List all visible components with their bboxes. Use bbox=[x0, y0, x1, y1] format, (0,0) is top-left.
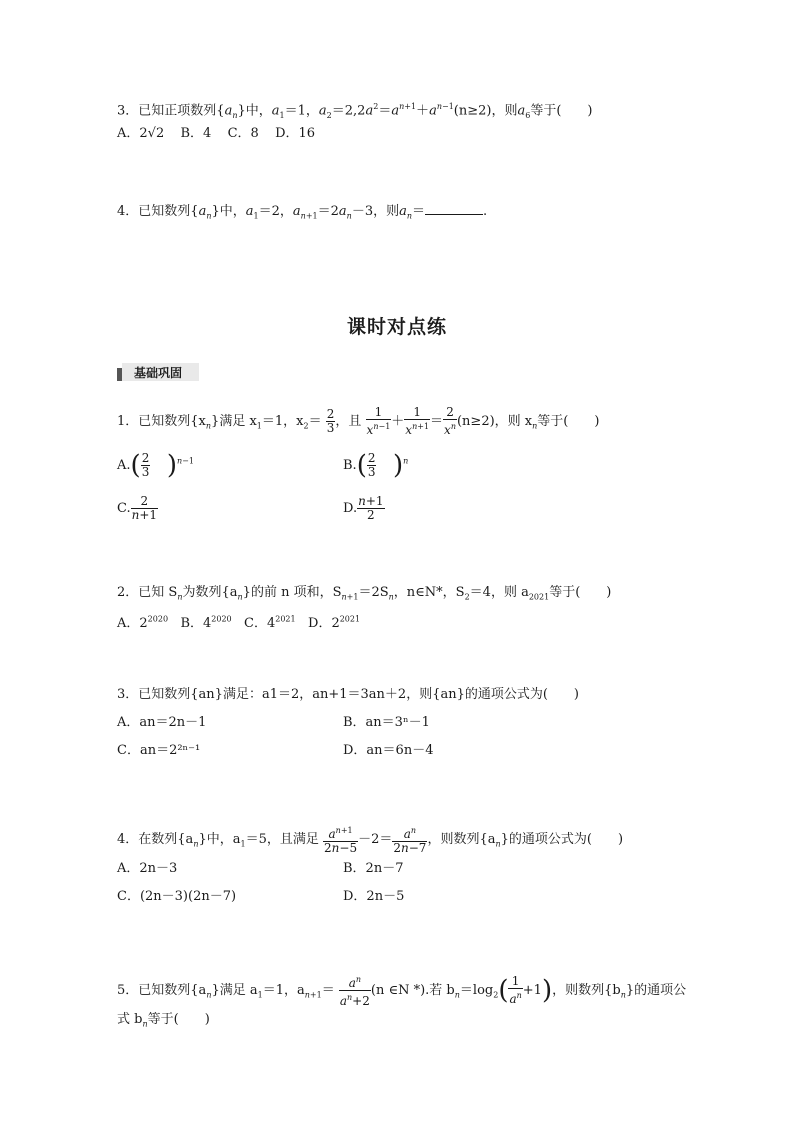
practice-q2-option-d: D．$2^{2021}$ bbox=[308, 615, 361, 632]
practice-q4-option-c: C．(2n－3)(2n－7) bbox=[117, 889, 237, 904]
practice-q5-stem-line2: 式 $b_n$等于( ) bbox=[117, 1012, 210, 1029]
review-q3-option-b: B．4 bbox=[180, 126, 212, 141]
review-q3-option-d: D．16 bbox=[275, 126, 316, 141]
practice-q1-option-c: C. $\frac{2}{n+1}$ bbox=[117, 494, 158, 522]
practice-q1-option-b: B.( $\frac{2}{3}$ )$^n$ bbox=[343, 450, 409, 481]
practice-q2-option-c: C．$4^{2021}$ bbox=[244, 615, 296, 632]
practice-q3-option-c: C．an＝2²ⁿ⁻¹ bbox=[117, 743, 201, 758]
section-label: 基础巩固 bbox=[117, 363, 199, 381]
practice-q2-stem: 2．已知 $S_n$为数列$\{a_n\}$的前 n 项和，$S_{n+1}=2S_n$，n∈N*，$S_2=4$，则 $a_{2021}$等于( ) bbox=[117, 585, 612, 602]
practice-q3-option-b: B．an＝3ⁿ－1 bbox=[343, 715, 430, 730]
practice-q2-option-a: A．$2^{2020}$ bbox=[117, 615, 169, 632]
practice-q3-stem: 3．已知数列{an}满足：a1＝2，an+1＝3an＋2，则{an}的通项公式为( ) bbox=[117, 687, 579, 702]
review-q3-option-a: A．2√2 bbox=[117, 126, 165, 141]
review-q4-stem: 4．已知数列$\{a_n\}$中，$a_1=2$，$a_{n+1}=2a_n-3$，则$a_n=$ . bbox=[117, 204, 488, 221]
practice-q1-option-a: A.( $\frac{2}{3}$ )$^{n-1}$ bbox=[117, 450, 194, 481]
review-q3-option-c: C．8 bbox=[227, 126, 259, 141]
practice-q3-option-a: A．an＝2n－1 bbox=[117, 715, 207, 730]
practice-q4-option-b: B．2n－7 bbox=[343, 861, 404, 876]
answer-blank bbox=[425, 202, 483, 215]
review-q3-options bbox=[117, 126, 315, 142]
practice-q3-option-d: D．an＝6n－4 bbox=[343, 743, 434, 758]
practice-q2-option-b: B．$4^{2020}$ bbox=[180, 615, 232, 632]
practice-q4-option-a: A．2n－3 bbox=[117, 861, 178, 876]
practice-q1-stem: 1．已知数列$\{x_n\}$满足 $x_1=1$，$x_2=$ $\frac{2}{3}$ ，且 $\frac{1}{x^{n-1}}$ ＋ $\frac{1}{x^{n+1}}$ ＝ $\frac{2}{x^n}$ (n≥2)，则 $x_n$等于( ) bbox=[117, 405, 600, 437]
practice-q4-stem: 4．在数列$\{a_n\}$中，$a_1=5$，且满足 $\frac{a^{n+1}}{2n-5}$ －2＝ $\frac{a^n}{2n-7}$ ，则数列$\{a_n\}$的通项公式为( ) bbox=[117, 826, 624, 855]
review-q3-stem: 3．已知正项数列$\{a_n\}$中，$a_1=1$，$a_2=2,2a^2=a^{n+1}+a^{n-1}(n\ge 2)$，则$a_6$等于( ) bbox=[117, 102, 593, 120]
page-title: 课时对点练 bbox=[346, 316, 447, 338]
practice-q2-options bbox=[117, 612, 360, 632]
practice-q5-stem: 5．已知数列$\{a_n\}$满足 $a_1=1$，$a_{n+1}=$ $\frac{a^n}{a^n+2}$ (n ∈N *).若 $b_n=\log_2$( $\frac{1}{a^n}$ +1)，则数列$\{b_n\}$的通项公 bbox=[117, 974, 687, 1008]
practice-q4-option-d: D．2n－5 bbox=[343, 889, 405, 904]
practice-q1-option-d: D. $\frac{n+1}{2}$ bbox=[343, 494, 384, 522]
